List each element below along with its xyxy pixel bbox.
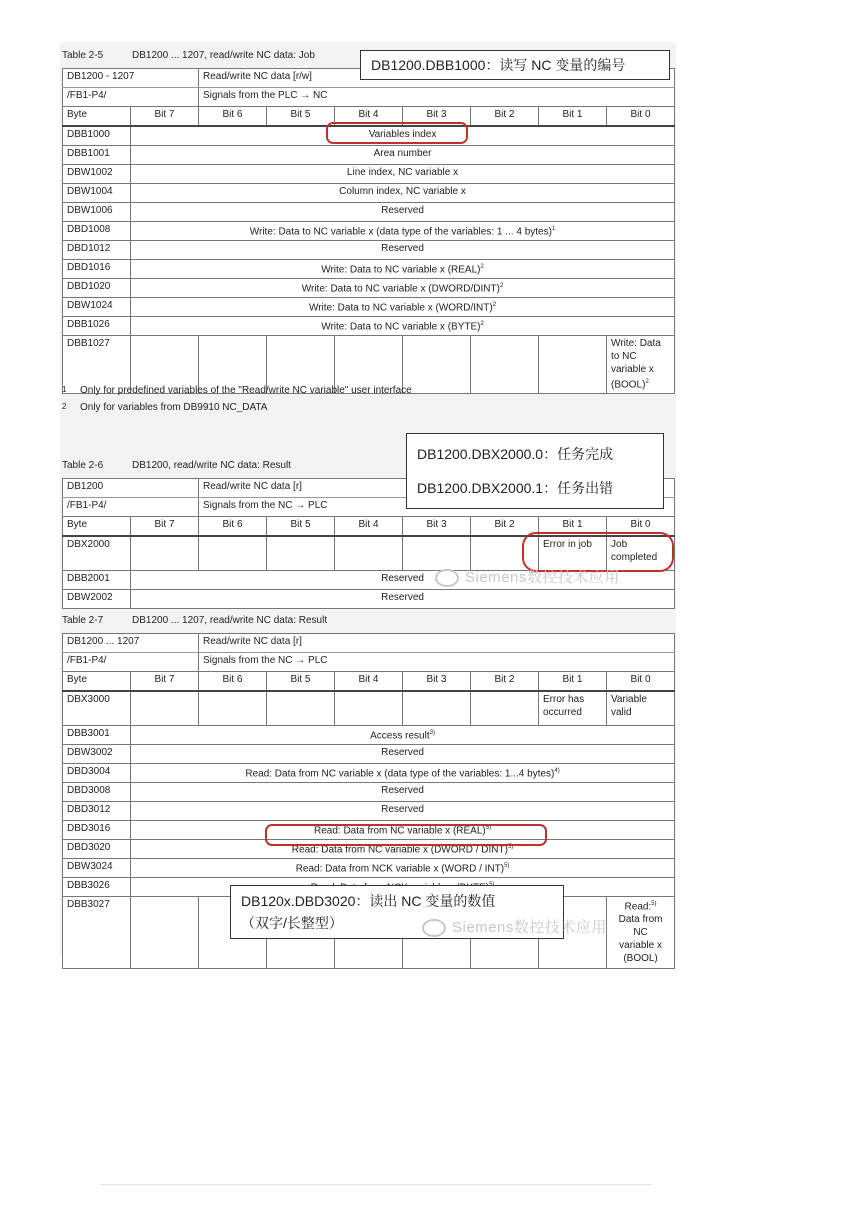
cell-line — [611, 376, 670, 391]
value-text: Column index, NC variable x — [339, 186, 466, 197]
table1-number: Table 2-5 — [62, 50, 104, 61]
table2-fb-label: /FB1-P4/ — [63, 498, 199, 517]
table1-header-row-2 — [63, 88, 675, 107]
value-text: Read: Data from NC variable x (DWORD / DINT) — [291, 843, 508, 855]
table2-number: Table 2-6 — [62, 460, 104, 471]
value-cell — [131, 260, 675, 279]
footnote-ref: 1 — [551, 226, 556, 232]
byte-cell: DBD1008 — [63, 222, 131, 241]
value-text: Reserved — [381, 243, 424, 254]
cell-line: NC — [633, 926, 648, 938]
cell-line: to NC — [611, 351, 637, 362]
footnote-2 — [62, 402, 267, 413]
table-row — [63, 146, 675, 165]
byte-cell: DBW1006 — [63, 203, 131, 222]
value-text: Write: Data to NC variable x (REAL) — [321, 264, 481, 276]
byte-cell: DBB2001 — [63, 570, 131, 589]
empty-cell — [471, 336, 539, 394]
empty-cell — [335, 691, 403, 725]
empty-cell — [199, 536, 267, 570]
callout-dbx2000 — [406, 433, 664, 509]
footnote-ref: 5) — [507, 843, 514, 850]
cell-line — [611, 898, 670, 913]
wechat-logo-icon — [435, 569, 459, 587]
callout-text: DB120x.DBD3020：读出 NC 变量的数值 — [241, 893, 496, 909]
byte-cell: DBW3002 — [63, 744, 131, 763]
col-bit4: Bit 4 — [335, 517, 403, 537]
table-row — [63, 782, 675, 801]
value-cell — [131, 725, 675, 744]
empty-cell — [131, 536, 199, 570]
footnote-ref: 3) — [429, 729, 435, 736]
byte-cell: DBB1026 — [63, 317, 131, 336]
table-row — [63, 298, 675, 317]
cell-line: variable x — [619, 939, 662, 951]
table1-caption — [62, 50, 315, 61]
highlight-dbd3020 — [265, 824, 547, 846]
col-bit4: Bit 4 — [335, 672, 403, 692]
col-bit6: Bit 6 — [199, 517, 267, 537]
byte-cell: DBW3024 — [63, 858, 131, 877]
page-bottom-divider — [100, 1184, 652, 1185]
footnote-ref: 5) — [651, 900, 657, 907]
footnote-ref: 2 — [499, 283, 504, 289]
table3-desc-label: Read/write NC data [r] — [199, 634, 675, 653]
value-text: Variables index — [368, 129, 437, 140]
table-row — [63, 801, 675, 820]
col-bit7: Bit 7 — [131, 107, 199, 127]
col-byte: Byte — [63, 517, 131, 537]
value-text: Reserved — [381, 784, 424, 796]
col-bit1: Bit 1 — [539, 107, 607, 127]
bit0-cell — [607, 896, 675, 968]
callout-text: （双字/长整型） — [241, 915, 343, 931]
table-row — [63, 763, 675, 782]
value-cell: Reserved — [131, 589, 675, 608]
table3-number: Table 2-7 — [62, 615, 104, 626]
byte-cell: DBX3000 — [63, 691, 131, 725]
footnote-ref: 5) — [485, 824, 492, 831]
col-bit0: Bit 0 — [607, 107, 675, 127]
byte-cell: DBD3016 — [63, 820, 131, 839]
value-text: Area number — [373, 148, 432, 159]
byte-cell: DBD1012 — [63, 241, 131, 260]
value-cell — [131, 146, 675, 165]
empty-cell — [403, 336, 471, 394]
col-bit6: Bit 6 — [199, 672, 267, 692]
footnote-mark: 1 — [62, 385, 67, 394]
value-text: Write: Data to NC variable x (data type of the variables: 1 ... 4 bytes) — [249, 226, 552, 238]
col-bit3: Bit 3 — [403, 107, 471, 127]
col-bit0: Bit 0 — [607, 517, 675, 537]
value-cell — [131, 801, 675, 820]
value-text: Access result — [370, 729, 430, 741]
col-bit5: Bit 5 — [267, 107, 335, 127]
empty-cell — [267, 536, 335, 570]
table1-db-label: DB1200 - 1207 — [63, 69, 199, 88]
footnote-ref: 2 — [480, 321, 484, 327]
value-cell — [131, 165, 675, 184]
table2-title: DB1200, read/write NC data: Result — [132, 460, 291, 471]
table3-direction-label: Signals from the NC → PLC — [199, 653, 675, 672]
table3-title: DB1200 ... 1207, read/write NC data: Result — [132, 615, 328, 626]
table3-fb-label: /FB1-P4/ — [63, 653, 199, 672]
byte-cell: DBD3020 — [63, 839, 131, 858]
footnote-ref: 4) — [554, 767, 560, 774]
empty-cell — [539, 336, 607, 394]
footnote-ref: 5) — [504, 862, 510, 869]
watermark — [435, 566, 620, 587]
col-bit2: Bit 2 — [471, 517, 539, 537]
cell-line: valid — [611, 707, 632, 718]
table-row — [63, 744, 675, 763]
value-text: Read: Data from NCK variable x (WORD / INT) — [295, 862, 505, 874]
byte-cell: DBD1016 — [63, 260, 131, 279]
col-bit2: Bit 2 — [471, 107, 539, 127]
byte-cell: DBB3026 — [63, 877, 131, 896]
cell-line: Data from — [618, 913, 663, 925]
value-text: Reserved — [381, 205, 424, 216]
byte-cell: DBB1001 — [63, 146, 131, 165]
col-byte: Byte — [63, 672, 131, 692]
table1-direction-label: Signals from the PLC → NC — [199, 88, 675, 107]
cell-line: occurred — [543, 707, 582, 718]
col-bit7: Bit 7 — [131, 517, 199, 537]
empty-cell — [267, 691, 335, 725]
byte-cell: DBB3027 — [63, 896, 131, 968]
value-cell: Reserved — [131, 570, 675, 589]
bit0-cell — [607, 691, 675, 725]
value-text: Read: Data from NC variable x (REAL) — [314, 824, 486, 836]
col-bit4: Bit 4 — [335, 107, 403, 127]
value-cell — [131, 279, 675, 298]
col-bit5: Bit 5 — [267, 517, 335, 537]
col-bit1: Bit 1 — [539, 672, 607, 692]
bit1-cell — [539, 691, 607, 725]
table3-header-row-2 — [63, 653, 675, 672]
col-bit7: Bit 7 — [131, 672, 199, 692]
col-bit5: Bit 5 — [267, 672, 335, 692]
col-bit6: Bit 6 — [199, 107, 267, 127]
value-cell — [131, 317, 675, 336]
value-text: Line index, NC variable x — [346, 167, 459, 178]
table3-header-row-1 — [63, 634, 675, 653]
byte-cell: DBB1000 — [63, 126, 131, 146]
cell-line-text: Read: — [624, 900, 652, 912]
col-bit2: Bit 2 — [471, 672, 539, 692]
callout-text: DB1200.DBB1000：读写 NC 变量的编号 — [371, 57, 626, 73]
byte-cell: DBD3012 — [63, 801, 131, 820]
table1-title: DB1200 ... 1207, read/write NC data: Job — [132, 50, 315, 61]
byte-cell: DBB1027 — [63, 336, 131, 394]
byte-cell: DBW1004 — [63, 184, 131, 203]
value-text: Write: Data to NC variable x (BYTE) — [321, 321, 481, 333]
byte-cell: DBD3004 — [63, 763, 131, 782]
cell-line: Write: Data — [611, 338, 661, 349]
footnote-text: Only for variables from DB9910 NC_DATA — [80, 402, 268, 413]
value-text: Read: Data from NC variable x (data type of the variables: 1...4 bytes) — [245, 767, 555, 779]
cell-line: Error has — [543, 694, 585, 705]
footnote-ref: 2 — [480, 264, 484, 270]
table2-caption — [62, 460, 291, 471]
table-row — [63, 725, 675, 744]
value-cell — [131, 241, 675, 260]
callout-dbb1000 — [360, 50, 670, 80]
value-text: Write: Data to NC variable x (DWORD/DINT) — [301, 283, 500, 295]
table-row — [63, 165, 675, 184]
bit1-cell: Error in job — [539, 536, 607, 570]
byte-cell: DBW2002 — [63, 589, 131, 608]
value-cell — [131, 763, 675, 782]
footnote-text: Only for predefined variables of the "Read/write NC variable" user interface — [80, 385, 412, 396]
cell-line: variable x — [611, 364, 654, 375]
byte-cell: DBD3008 — [63, 782, 131, 801]
col-bit3: Bit 3 — [403, 672, 471, 692]
bit0-cell — [607, 336, 675, 394]
byte-cell: DBW1024 — [63, 298, 131, 317]
byte-cell: DBB3001 — [63, 725, 131, 744]
empty-cell — [131, 691, 199, 725]
empty-cell — [131, 896, 199, 968]
table-row — [63, 858, 675, 877]
value-text: Write: Data to NC variable x (WORD/INT) — [308, 302, 493, 314]
byte-cell: DBD1020 — [63, 279, 131, 298]
empty-cell — [403, 536, 471, 570]
cell-line: Variable — [611, 694, 647, 705]
wechat-logo-icon — [422, 919, 446, 937]
callout-text: DB1200.DBX2000.0：任务完成 — [417, 446, 614, 462]
value-text: Reserved — [381, 803, 424, 815]
table1-desc-label: Read/write NC data [r/w] — [199, 69, 675, 88]
table3-caption — [62, 615, 327, 626]
cell-line: Job — [611, 539, 628, 550]
value-cell — [131, 184, 675, 203]
value-cell — [131, 858, 675, 877]
value-cell — [131, 222, 675, 241]
col-bit0: Bit 0 — [607, 672, 675, 692]
cell-line: (BOOL) — [623, 952, 658, 964]
table-row — [63, 241, 675, 260]
footnote-mark: 2 — [62, 402, 67, 411]
cell-line: completed — [611, 552, 658, 563]
table2-db-label: DB1200 — [63, 479, 199, 498]
table-row — [63, 279, 675, 298]
table-row — [63, 260, 675, 279]
byte-cell: DBX2000 — [63, 536, 131, 570]
table3-db-label: DB1200 ... 1207 — [63, 634, 199, 653]
highlight-variables-index — [326, 122, 468, 144]
value-cell — [131, 782, 675, 801]
value-cell — [131, 744, 675, 763]
table2-desc-label: Read/write NC data [r] — [199, 479, 675, 498]
watermark — [422, 916, 607, 937]
table-row — [63, 589, 675, 608]
empty-cell — [199, 691, 267, 725]
table-row — [63, 203, 675, 222]
col-bit1: Bit 1 — [539, 517, 607, 537]
table1 — [62, 68, 675, 394]
table3-bit-header — [63, 672, 675, 692]
table-row — [63, 317, 675, 336]
watermark-text: Siemens数控技术应用 — [465, 569, 620, 586]
table-row — [63, 691, 675, 725]
footnote-ref: 2 — [492, 302, 497, 308]
table-row — [63, 184, 675, 203]
byte-cell: DBW1002 — [63, 165, 131, 184]
table2-direction-label: Signals from the NC → PLC — [199, 498, 675, 517]
footnote-1 — [62, 385, 412, 396]
col-byte: Byte — [63, 107, 131, 127]
footnote-ref: 2 — [645, 379, 649, 385]
empty-cell — [403, 691, 471, 725]
table-row — [63, 222, 675, 241]
empty-cell — [471, 691, 539, 725]
table1-fb-label: /FB1-P4/ — [63, 88, 199, 107]
empty-cell — [335, 536, 403, 570]
value-text: Reserved — [381, 746, 424, 758]
callout-text: DB1200.DBX2000.1：任务出错 — [417, 480, 614, 496]
value-cell — [131, 203, 675, 222]
watermark-text: Siemens数控技术应用 — [452, 919, 607, 936]
value-cell — [131, 298, 675, 317]
cell-line-text: (BOOL) — [611, 379, 646, 391]
col-bit3: Bit 3 — [403, 517, 471, 537]
